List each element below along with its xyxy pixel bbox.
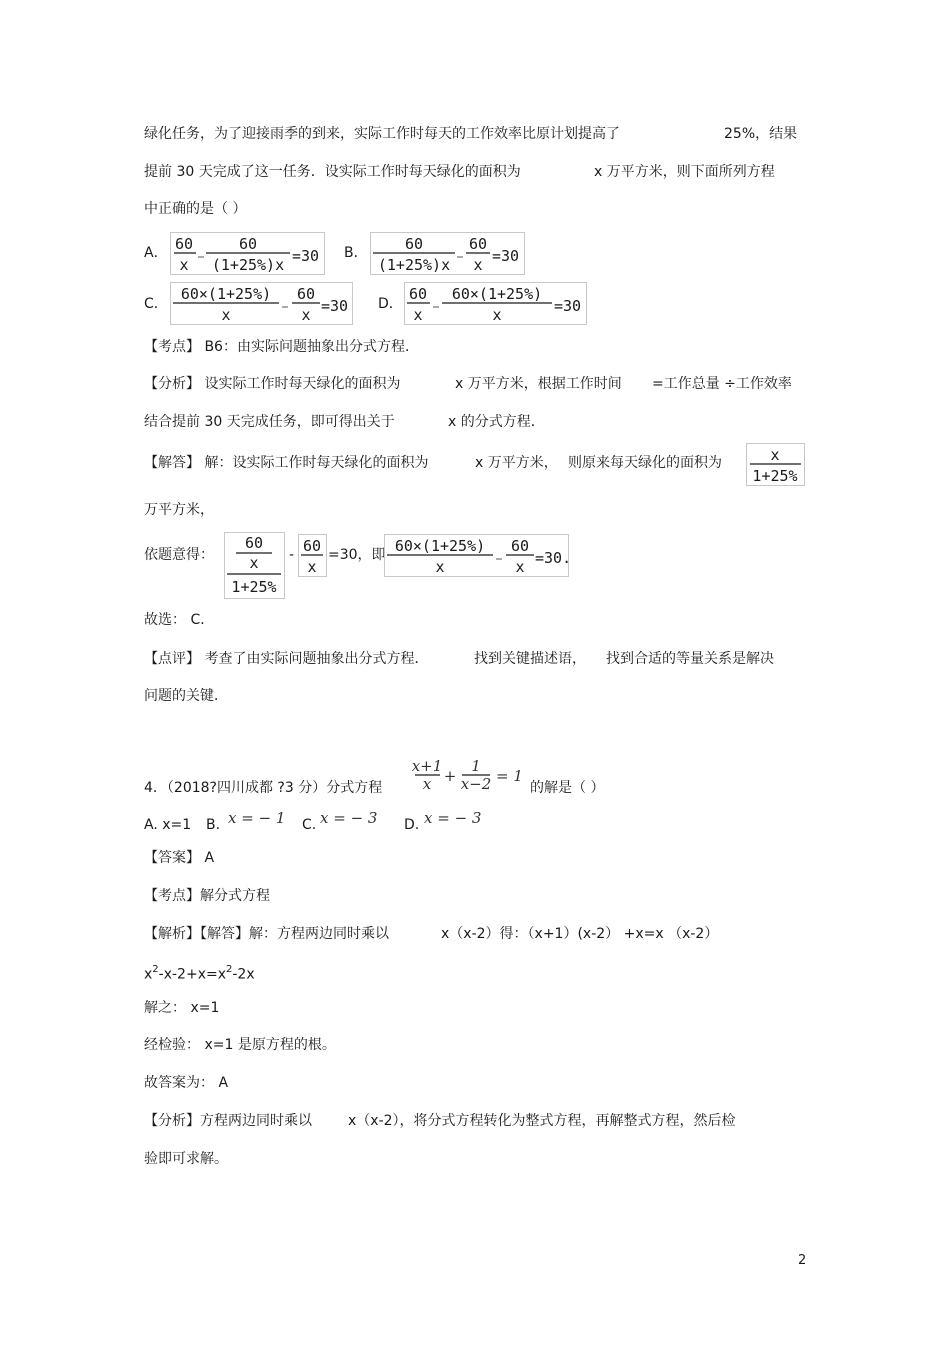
fraction-inner-denominator: x: [249, 554, 259, 572]
fraction-numerator: 60×(1+25%): [180, 285, 272, 303]
answer-line: 【答案】 A: [144, 850, 215, 866]
option-b-label: B.: [206, 817, 221, 833]
fraction-denominator: x: [301, 306, 311, 324]
fenxi-line: 结合提前 30 天完成任务，即可得出关于: [144, 414, 395, 430]
fraction-denominator: x: [473, 256, 483, 274]
option-d-label: D.: [404, 817, 420, 833]
option-b-equation: [370, 232, 526, 276]
option-c-expression: [320, 807, 386, 829]
fenxi-line: 【分析】方程两边同时乘以: [144, 1113, 312, 1129]
simplified-equation: [384, 534, 570, 578]
fenxi-line: x 的分式方程．: [448, 414, 545, 430]
fraction-denominator: x: [515, 558, 525, 576]
fraction-denominator: x: [413, 306, 423, 324]
fraction-denominator: x: [492, 306, 502, 324]
fraction-numerator: 60: [296, 285, 316, 303]
fraction-denominator: x: [221, 306, 231, 324]
option-a-label: A．: [144, 245, 168, 261]
fraction-numerator: 60: [510, 537, 530, 555]
equation-rhs: =30: [554, 297, 582, 315]
option-b-label: B．: [344, 245, 368, 261]
dianping-line: 找到关键描述语，: [474, 651, 586, 667]
option-c-label: C.: [302, 817, 317, 833]
option-c-label: C．: [144, 296, 168, 312]
fenxi-line: =工作总量 ÷工作效率: [652, 376, 792, 392]
option-d-equation: [404, 282, 588, 326]
fraction-denominator: 1+25%: [752, 467, 798, 485]
question-4-equation: [412, 756, 530, 796]
option-d-value: x = − 3: [424, 809, 482, 827]
fraction-denominator: (1+25%)x: [211, 256, 285, 274]
dianping-line: 找到合适的等量关系是解决: [606, 651, 774, 667]
jieda-line: 【解答】 解：设实际工作时每天绿化的面积为: [144, 455, 429, 471]
fraction-numerator: 1: [471, 757, 481, 775]
option-b-value: x = − 1: [228, 809, 286, 827]
yiti-label: 依题意得：: [144, 547, 214, 563]
solution-step: 故答案为： A: [144, 1075, 229, 1091]
equation-rhs: = 1: [496, 767, 523, 785]
jieda-line: x 万平方米，: [475, 455, 558, 471]
option-d-label: D．: [378, 296, 403, 312]
kaodian-line: 【考点】解分式方程: [144, 888, 270, 904]
equation-rhs: =30: [321, 297, 349, 315]
jiexi-line: 【解析】【解答】解：方程两边同时乘以: [144, 926, 389, 942]
fraction-denominator: 1+25%: [231, 578, 277, 596]
fenxi-line: 验即可求解。: [144, 1151, 228, 1167]
kaodian-line: 【考点】 B6：由实际问题抽象出分式方程．: [144, 339, 419, 355]
jieda-line: 万平方米，: [144, 502, 214, 518]
fraction-denominator: x−2: [460, 775, 492, 793]
jieda-line: 则原来每天绿化的面积为: [568, 455, 722, 471]
fraction-numerator: 60: [244, 534, 264, 552]
solution-step: 经检验： x=1 是原方程的根。: [144, 1037, 336, 1053]
fraction-denominator: x: [422, 775, 432, 793]
text-line: 25%，结果: [724, 126, 798, 142]
text-line: 中正确的是（ ）: [144, 201, 247, 217]
fraction-denominator: x: [179, 256, 189, 274]
fraction-numerator: x+1: [411, 757, 443, 775]
fraction-numerator: 60: [404, 235, 424, 253]
solution-step: $x^2-x-2+x=x^2-2x$: [144, 964, 255, 983]
option-a-equation: [170, 232, 326, 276]
answer-line: 故选： C．: [144, 612, 215, 628]
fraction-denominator: x: [307, 558, 317, 576]
minus-sign: -: [289, 547, 295, 563]
dianping-line: 【点评】 考查了由实际问题抽象出分式方程．: [144, 651, 429, 667]
page-number: 2: [798, 1253, 807, 1268]
complex-fraction: [224, 532, 286, 600]
question-4-stem: 4．（2018?四川成都 ?3 分）分式方程: [144, 780, 383, 796]
fraction-denominator: (1+25%)x: [377, 256, 451, 274]
option-c-equation: [170, 282, 354, 326]
fenxi-line: 【分析】 设实际工作时每天绿化的面积为: [144, 376, 401, 392]
fraction-numerator: 60×(1+25%): [394, 537, 486, 555]
equation-rhs: =30.: [535, 549, 572, 567]
plus-sign: +: [443, 767, 457, 785]
original-area-fraction: [746, 443, 806, 487]
dianping-line: 问题的关键．: [144, 688, 228, 704]
option-d-expression: [424, 807, 490, 829]
equation-rhs: =30，即: [328, 547, 386, 563]
fraction-numerator: 60: [302, 537, 322, 555]
equation-rhs: =30: [492, 247, 520, 265]
fenxi-line: x 万平方米，根据工作时间: [455, 376, 622, 392]
jiexi-line: x（x-2）得：（x+1）(x-2） +x=x （x-2）: [441, 926, 719, 942]
fraction-numerator: 60: [238, 235, 258, 253]
option-c-value: x = − 3: [320, 809, 378, 827]
fraction-numerator: 60×(1+25%): [451, 285, 543, 303]
fraction-numerator: 60: [408, 285, 428, 303]
solution-step: 解之： x=1: [144, 1000, 220, 1016]
option-b-expression: [228, 807, 294, 829]
text-line: 提前 30 天完成了这一任务．设实际工作时每天绿化的面积为: [144, 164, 521, 180]
question-4-stem: 的解是（ ）: [530, 780, 605, 796]
equation-rhs: =30: [292, 247, 320, 265]
text-line: 绿化任务，为了迎接雨季的到来，实际工作时每天的工作效率比原计划提高了: [144, 126, 620, 142]
option-a: A. x=1: [144, 817, 192, 833]
text-line: x 万平方米，则下面所列方程: [594, 164, 775, 180]
fraction-numerator: x: [770, 446, 780, 464]
fraction-numerator: 60: [174, 235, 194, 253]
fraction-numerator: 60: [468, 235, 488, 253]
fenxi-line: x（x-2），将分式方程转化为整式方程，再解整式方程，然后检: [348, 1113, 736, 1129]
fraction-denominator: x: [435, 558, 445, 576]
fraction-60-over-x: [298, 534, 328, 578]
